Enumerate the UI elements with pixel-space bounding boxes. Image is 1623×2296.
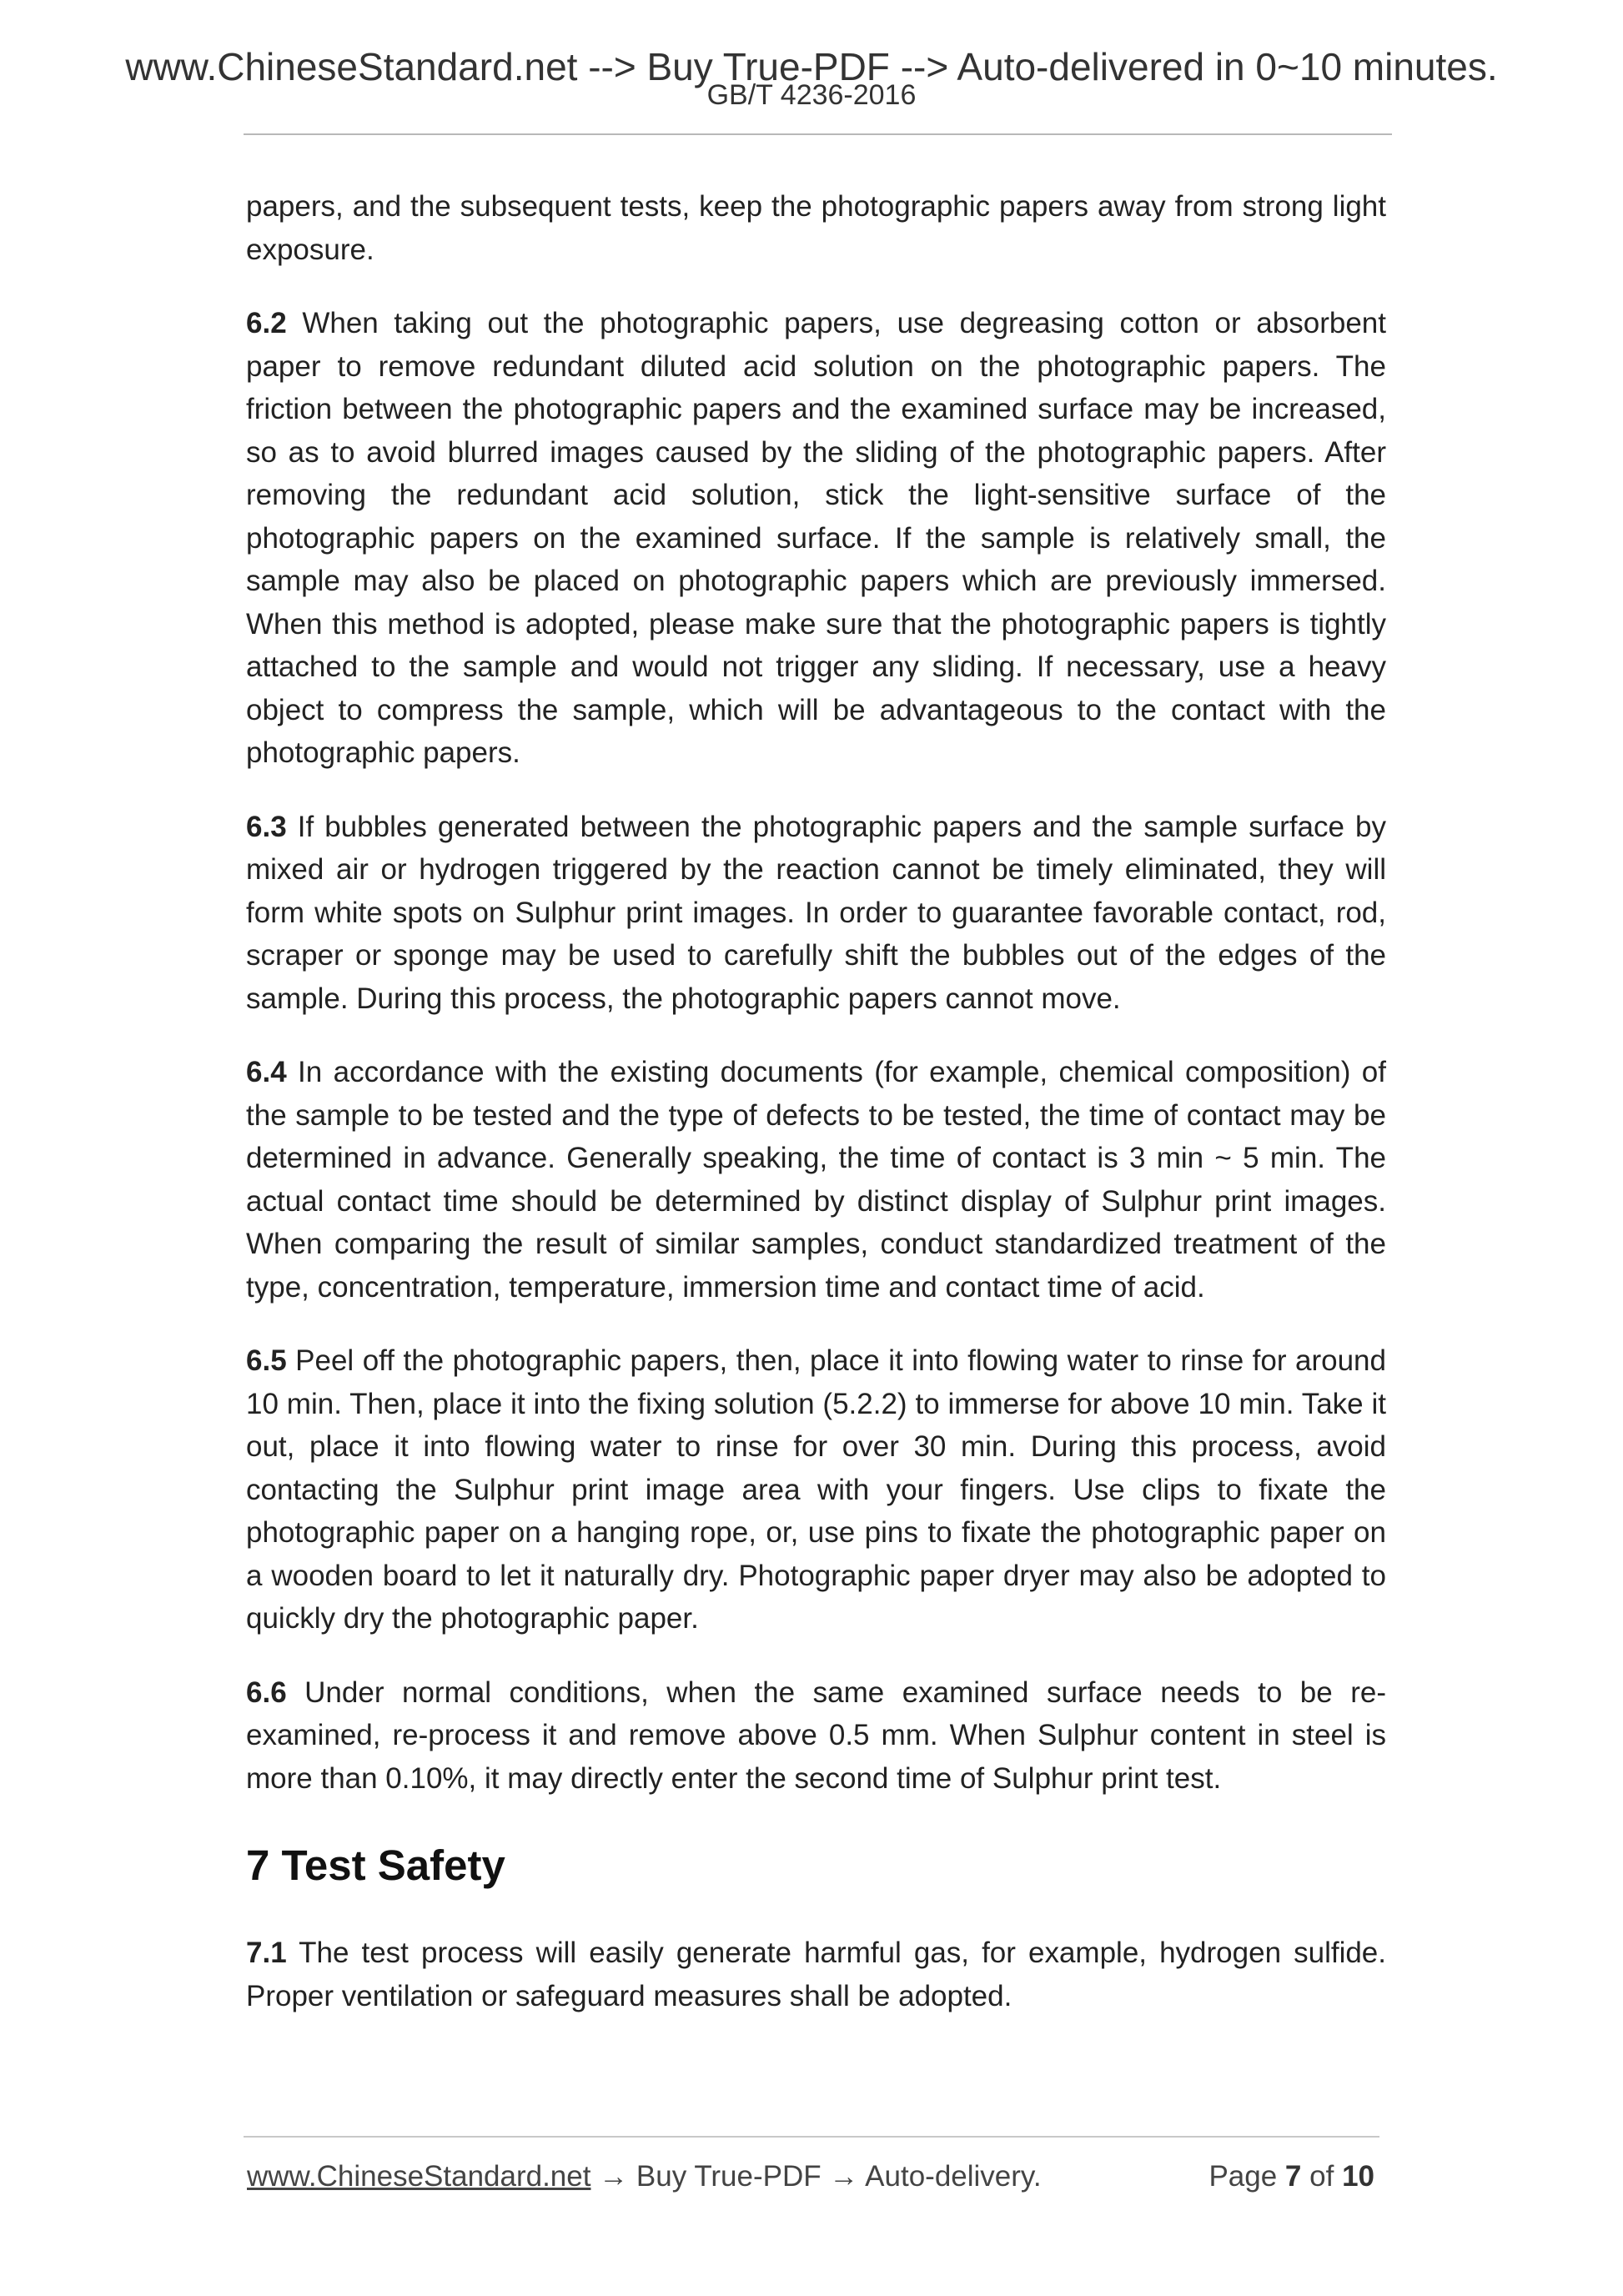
page-label: Page [1208,2160,1278,2193]
clause-text: Peel off the photographic papers, then, place it into flowing water to rinse for around 10 min. Then, place it into the fixing solution (5.2.2) to immerse for above 10 min. Take it out, place it into flowing water to rinse for over 30 min. During this process, avoid contacting the Sulphur print image area with your fingers. Use clips to fixate the photographic paper on a hanging rope, or, use pins to fixate the photographic paper on a wooden board to let it naturally dry. Photographic paper dryer may also be adopted to quickly dry the photographic paper. [246,1344,1386,1635]
clause-text: Under normal conditions, when the same examined surface needs to be re-examined, re-process it and remove above 0.5 mm. When Sulphur content in steel is more than 0.10%, it may directly enter the second time of Sulphur print test. [246,1676,1386,1795]
page-footer [247,2157,1383,2197]
clause-7-1 [246,1932,1386,2017]
clause-6-3 [246,806,1386,1021]
clause-text: The test process will easily generate harmful gas, for example, hydrogen sulfide. Proper ventilation or safeguard measures shall be adopted. [246,1937,1386,2012]
clause-text: In accordance with the existing documents (for example, chemical composition) of the sample to be tested and the type of defects to be tested, the time of contact may be determined in advance. Generally speaking, the time of contact is 3 min ~ 5 min. The actual contact time should be determined by distinct display of Sulphur print images. When comparing the result of similar samples, conduct standardized treatment of the type, concentration, temperature, immersion time and contact time of acid. [246,1056,1386,1304]
section-number: 7 [246,1841,270,1889]
clause-6-2 [246,302,1386,775]
clause-number: 6.5 [246,1344,287,1377]
clause-number: 7.1 [246,1937,287,1969]
clause-text: When taking out the photographic papers, use degreasing cotton or absorbent paper to remove redundant diluted acid solution on the photographic papers. The friction between the photographic papers and the examined surface may be increased, so as to avoid blurred images caused by the sliding of the photographic papers. After removing the redundant acid solution, stick the light-sensitive surface of the photographic papers on the examined surface. If the sample is relatively small, the sample may also be placed on photographic papers which are previously immersed. When this method is adopted, please make sure that the photographic papers is tightly attached to the sample and would not trigger any sliding. If necessary, use a heavy object to compress the sample, which will be advantageous to the contact with the photographic papers. [246,307,1386,769]
section-title: Test Safety [281,1841,505,1889]
standard-id: GB/T 4236-2016 [706,79,917,111]
clause-text: If bubbles generated between the photographic papers and the sample surface by mixed air or hydrogen triggered by the reaction cannot be timely eliminated, they will form white spots on Sulphur print images. In order to guarantee favorable contact, rod, scraper or sponge may be used to carefully shift the bubbles out of the edges of the sample. During this process, the photographic papers cannot move. [246,810,1386,1015]
clause-number: 6.2 [246,307,287,339]
clause-6-5 [246,1339,1386,1640]
clause-6-4 [246,1051,1386,1309]
page-current: 7 [1284,2160,1302,2193]
of-label: of [1309,2160,1334,2193]
clause-number: 6.6 [246,1676,287,1709]
footer-divider [244,2136,1379,2138]
clause-number: 6.3 [246,810,287,843]
footer-buy-text: → Buy True-PDF → Auto-delivery. [590,2160,1042,2193]
section-7-heading [246,1841,1386,1891]
header-divider [244,133,1392,135]
paragraph-continued: papers, and the subsequent tests, keep the photographic papers away from strong light exposure. [246,190,1386,266]
document-body [246,185,1386,2048]
footer-promo [247,2157,1042,2197]
top-banner: www.ChineseStandard.net --> Buy True-PDF --> Auto-delivered in 0~10 minutes. [125,45,1498,88]
page-indicator [1208,2157,1374,2197]
site-link[interactable]: www.ChineseStandard.net [247,2160,591,2193]
page-total: 10 [1342,2160,1374,2193]
clause-6-6 [246,1671,1386,1801]
clause-number: 6.4 [246,1056,287,1088]
